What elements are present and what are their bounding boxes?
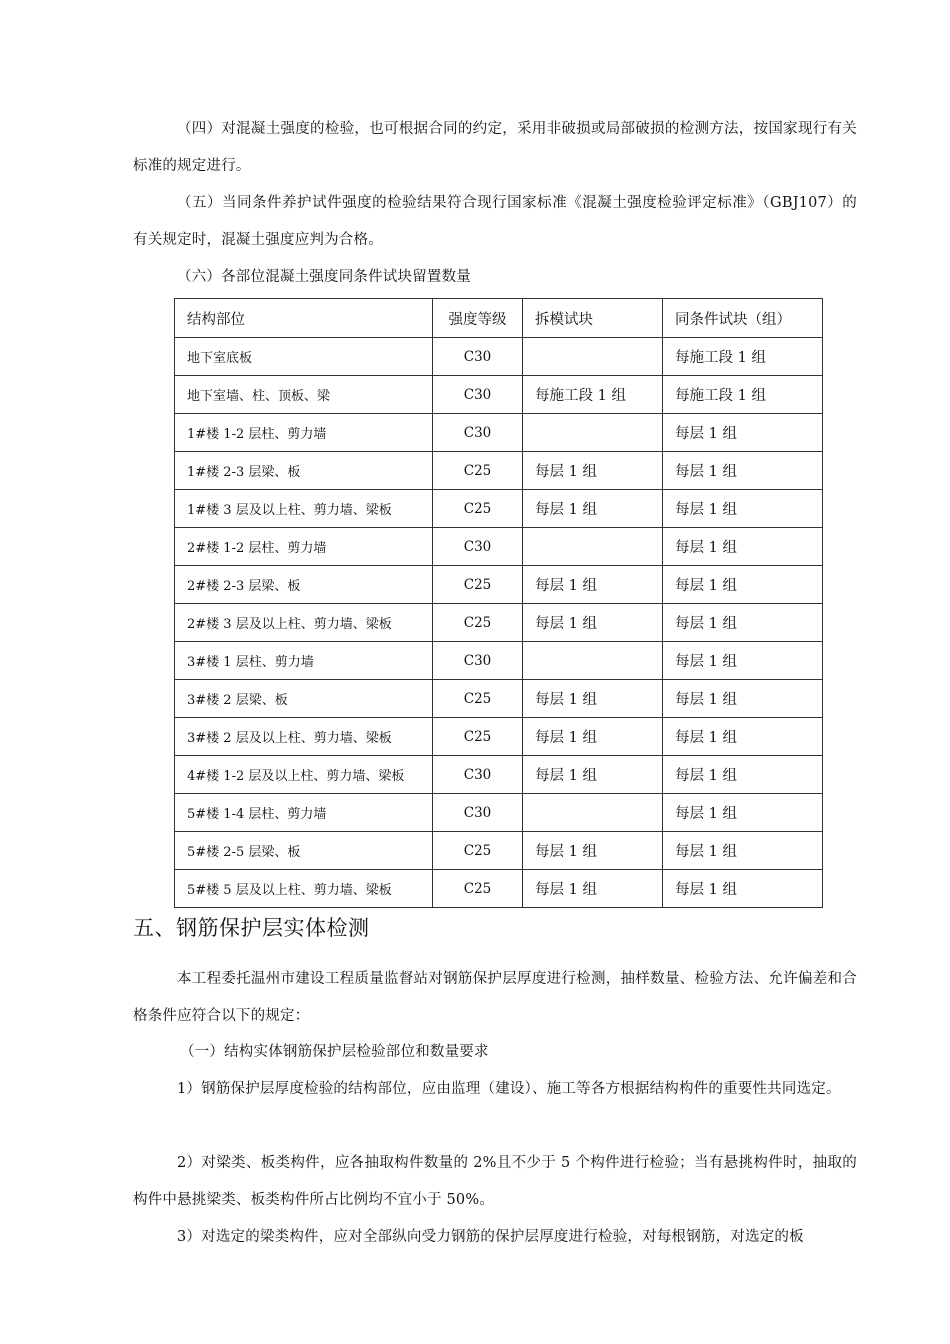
cell-location: 5#楼 2-5 层梁、板 [175,832,433,870]
cell-removal: 每层 1 组 [523,680,663,718]
subsection-one: （一）结构实体钢筋保护层检验部位和数量要求 [180,1044,489,1060]
table-row [175,680,823,718]
cell-location: 地下室底板 [175,338,433,376]
cell-removal: 每层 1 组 [523,604,663,642]
cell-location: 1#楼 1-2 层柱、剪力墙 [175,414,433,452]
cell-removal: 每层 1 组 [523,832,663,870]
section-intro: 本工程委托温州市建设工程质量监督站对钢筋保护层厚度进行检测，抽样数量、检验方法、允许偏差和合格条件应符合以下的规定： [133,971,857,1024]
header-grade: 强度等级 [433,299,523,338]
specimen-retention-table [174,298,823,908]
table-row [175,756,823,794]
table-row [175,832,823,870]
table-row [175,718,823,756]
cell-location: 3#楼 1 层柱、剪力墙 [175,642,433,680]
cell-conditions: 每层 1 组 [663,452,823,490]
cell-removal: 每层 1 组 [523,490,663,528]
table-body [175,338,823,908]
cell-removal: 每层 1 组 [523,756,663,794]
cell-grade: C25 [433,832,523,870]
cell-removal: 每层 1 组 [523,452,663,490]
paragraph-six: （六）各部位混凝土强度同条件试块留置数量 [177,269,471,285]
cell-location: 5#楼 1-4 层柱、剪力墙 [175,794,433,832]
header-conditions: 同条件试块（组） [663,299,823,338]
cell-grade: C30 [433,756,523,794]
cell-location: 1#楼 2-3 层梁、板 [175,452,433,490]
cell-grade: C30 [433,338,523,376]
table-row [175,642,823,680]
cell-conditions: 每层 1 组 [663,604,823,642]
cell-conditions: 每层 1 组 [663,870,823,908]
cell-location: 2#楼 2-3 层梁、板 [175,566,433,604]
table-row [175,490,823,528]
table-row [175,452,823,490]
cell-location: 3#楼 2 层及以上柱、剪力墙、梁板 [175,718,433,756]
cell-location: 5#楼 5 层及以上柱、剪力墙、梁板 [175,870,433,908]
cell-location: 3#楼 2 层梁、板 [175,680,433,718]
cell-location: 1#楼 3 层及以上柱、剪力墙、梁板 [175,490,433,528]
cell-removal: 每施工段 1 组 [523,376,663,414]
cell-grade: C30 [433,642,523,680]
section-heading: 五、钢筋保护层实体检测 [133,916,370,940]
cell-conditions: 每层 1 组 [663,794,823,832]
table-row [175,376,823,414]
cell-removal [523,642,663,680]
paragraph-four: （四）对混凝土强度的检验，也可根据合同的约定，采用非破损或局部破损的检测方法，按国家现行有关标准的规定进行。 [133,121,857,174]
table-header-row [175,299,823,338]
header-removal: 拆模试块 [523,299,663,338]
header-location: 结构部位 [175,299,433,338]
table-row [175,794,823,832]
table-row [175,338,823,376]
cell-grade: C30 [433,528,523,566]
cell-conditions: 每施工段 1 组 [663,376,823,414]
cell-conditions: 每层 1 组 [663,756,823,794]
cell-conditions: 每施工段 1 组 [663,338,823,376]
table-row [175,604,823,642]
cell-grade: C25 [433,566,523,604]
cell-grade: C25 [433,718,523,756]
cell-conditions: 每层 1 组 [663,528,823,566]
cell-location: 2#楼 1-2 层柱、剪力墙 [175,528,433,566]
cell-conditions: 每层 1 组 [663,680,823,718]
paragraph-five: （五）当同条件养护试件强度的检验结果符合现行国家标准《混凝土强度检验评定标准》（GBJ107）的有关规定时，混凝土强度应判为合格。 [133,195,857,248]
cell-removal [523,528,663,566]
cell-removal: 每层 1 组 [523,718,663,756]
table-row [175,528,823,566]
cell-conditions: 每层 1 组 [663,490,823,528]
cell-conditions: 每层 1 组 [663,832,823,870]
cell-removal [523,338,663,376]
cell-location: 4#楼 1-2 层及以上柱、剪力墙、梁板 [175,756,433,794]
cell-grade: C30 [433,414,523,452]
cell-removal: 每层 1 组 [523,870,663,908]
table-row [175,414,823,452]
cell-grade: C25 [433,604,523,642]
cell-removal: 每层 1 组 [523,566,663,604]
cell-location: 2#楼 3 层及以上柱、剪力墙、梁板 [175,604,433,642]
cell-grade: C30 [433,376,523,414]
table-row [175,870,823,908]
cell-grade: C25 [433,452,523,490]
cell-removal [523,794,663,832]
item-one: 1）钢筋保护层厚度检验的结构部位，应由监理（建设）、施工等各方根据结构构件的重要性共同选定。 [177,1081,841,1097]
cell-removal [523,414,663,452]
cell-location: 地下室墙、柱、顶板、梁 [175,376,433,414]
cell-conditions: 每层 1 组 [663,566,823,604]
item-two: 2）对梁类、板类构件，应各抽取构件数量的 2%且不少于 5 个构件进行检验；当有悬挑构件时，抽取的构件中悬挑梁类、板类构件所占比例均不宜小于 50%。 [133,1155,857,1208]
cell-conditions: 每层 1 组 [663,414,823,452]
cell-grade: C30 [433,794,523,832]
cell-grade: C25 [433,870,523,908]
cell-grade: C25 [433,680,523,718]
cell-conditions: 每层 1 组 [663,718,823,756]
item-three: 3）对选定的梁类构件，应对全部纵向受力钢筋的保护层厚度进行检验，对每根钢筋，对选定的板 [177,1229,804,1245]
cell-grade: C25 [433,490,523,528]
cell-conditions: 每层 1 组 [663,642,823,680]
table-row [175,566,823,604]
